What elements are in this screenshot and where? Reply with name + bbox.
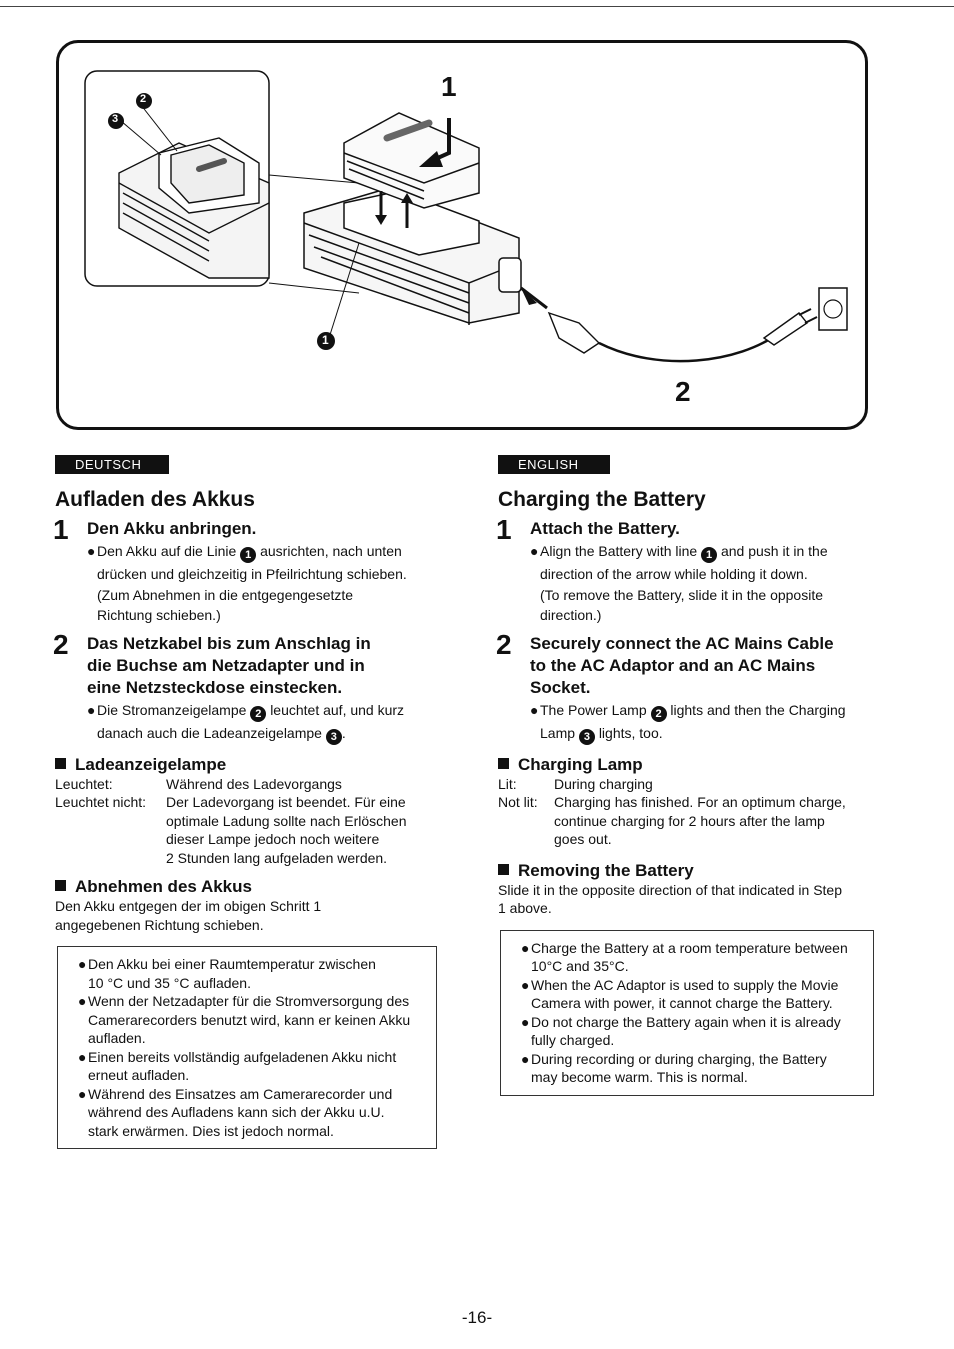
remove-line: Den Akku entgegen der im obigen Schritt 1 (55, 898, 322, 914)
step-number: 2 (53, 628, 69, 660)
step-bullet: ● Den Akku auf die Linie 1 ausrichten, nach unten (87, 543, 402, 561)
step-bullet: ● Align the Battery with line 1 and push it in the (530, 543, 828, 561)
lamp-notlit-row: Leuchtet nicht: Der Ladevorgang ist beendet. Für eine optimale Ladung sollte nach Erlöschen dieser Lampe jedoch noch weitere 2 Stunden lang aufgeladen werden. (55, 794, 407, 866)
note-line: may become warm. This is normal. (531, 1069, 748, 1085)
wall-socket (819, 288, 847, 330)
step-line: Richtung schieben.) (97, 607, 221, 623)
english-step-1 (496, 514, 878, 625)
note-line: 10 °C und 35 °C aufladen. (88, 974, 251, 991)
step-bullet: ● Die Stromanzeigelampe 2 leuchtet auf, und kurz (87, 701, 405, 720)
note-item: ● Einen bereits vollständig aufgeladenen Akku nicht (78, 1048, 397, 1065)
note-line: während des Aufladens kann sich der Akku u.U. (88, 1104, 385, 1120)
step-line: (To remove the Battery, slide it in the opposite (540, 586, 823, 603)
top-rule (0, 6, 954, 7)
step-title-line: die Buchse am Netzadapter und in (87, 655, 365, 675)
english-lamp-heading: Charging Lamp (498, 755, 878, 775)
english-column (498, 455, 878, 1096)
note-item: ● When the AC Adaptor is used to supply the Movie (521, 976, 839, 993)
step-title-line: Das Netzkabel bis zum Anschlag in (87, 633, 371, 653)
step-line: danach auch die Ladeanzeigelampe 3 . (97, 724, 346, 743)
note-line: fully charged. (531, 1032, 615, 1048)
lamp-notlit-row: Not lit: Charging has finished. For an optimum charge, continue charging for 2 hours after the lamp goes out. (498, 794, 846, 847)
step-title-line: eine Netzsteckdose einstecken. (87, 677, 343, 697)
english-step-2 (496, 628, 878, 745)
note-item: ● Charge the Battery at a room temperature between (521, 939, 848, 956)
step-line: drücken und gleichzeitig in Pfeilrichtung schieben. (97, 566, 407, 582)
charging-illustration (56, 40, 868, 430)
main-charger (304, 188, 521, 325)
step-line: direction.) (540, 607, 602, 623)
step-title: Den Akku anbringen. (87, 519, 257, 538)
lamp-lit-row: Lit: During charging (498, 775, 653, 792)
figure-callout-3: 3 (112, 113, 119, 125)
figure-callout-1: 1 (322, 333, 329, 347)
figure-step-1-label: 1 (441, 71, 457, 102)
step-line: Lamp 3 lights, too. (540, 724, 663, 743)
note-item: ● Wenn der Netzadapter für die Stromversorgung des (78, 993, 410, 1009)
step-line: direction of the arrow while holding it down. (540, 566, 808, 582)
step-title-line: to the AC Adaptor and an AC Mains (530, 655, 816, 675)
step-number: 1 (53, 514, 69, 545)
note-item: ● Do not charge the Battery again when it is already (521, 1013, 841, 1030)
note-line: erneut aufladen. (88, 1067, 190, 1083)
note-item: ● Den Akku bei einer Raumtemperatur zwischen (78, 956, 376, 972)
callout-circle: 3 (579, 729, 595, 745)
remove-line: 1 above. (498, 900, 552, 916)
page-number: -16- (461, 1308, 493, 1327)
remove-line: Slide it in the opposite direction of that indicated in Step (498, 881, 842, 898)
english-notes-box (500, 930, 874, 1096)
note-item: ● During recording or during charging, the Battery (521, 1050, 827, 1067)
german-step-2 (53, 628, 445, 745)
note-item: ● Während des Einsatzes am Camerarecorder und (78, 1085, 393, 1102)
german-lamp-heading: Ladeanzeigelampe (55, 755, 445, 775)
english-heading: Charging the Battery (498, 488, 706, 511)
battery (344, 113, 479, 208)
figure-step-2-label: 2 (675, 376, 691, 407)
remove-line: angegebenen Richtung schieben. (55, 916, 264, 933)
step-number: 1 (496, 514, 512, 545)
figure-callout-2: 2 (140, 93, 147, 105)
lang-tag-deutsch: DEUTSCH (55, 455, 169, 474)
charger-drawing (59, 43, 871, 433)
lamp-lit-row: Leuchtet: Während des Ladevorgangs (55, 775, 342, 792)
note-line: Camera with power, it cannot charge the Battery. (531, 995, 833, 1011)
step-title: Attach the Battery. (530, 519, 680, 538)
callout-circle: 1 (701, 547, 717, 563)
callout-circle: 2 (651, 706, 667, 722)
plug (549, 313, 599, 353)
english-remove-heading: Removing the Battery (498, 861, 878, 881)
callout-circle: 2 (250, 706, 266, 722)
mains-plug (764, 313, 807, 345)
german-column (55, 455, 445, 1149)
german-heading: Aufladen des Akkus (55, 488, 255, 511)
step-line: (Zum Abnehmen in die entgegengesetzte (97, 586, 354, 603)
note-line: stark erwärmen. Dies ist jedoch normal. (88, 1122, 334, 1139)
note-line: Camerarecorders benutzt wird, kann er keinen Akku (88, 1011, 411, 1028)
german-notes-box (57, 946, 437, 1149)
step-number: 2 (496, 628, 512, 660)
lang-tag-english: ENGLISH (498, 455, 610, 474)
callout-circle: 3 (326, 729, 342, 745)
callout-circle: 1 (240, 547, 256, 563)
german-step-1 (53, 514, 445, 625)
note-line: aufladen. (88, 1030, 146, 1046)
step-title-line: Securely connect the AC Mains Cable (530, 633, 834, 653)
note-line: 10°C and 35°C. (531, 958, 629, 974)
step-bullet: ● The Power Lamp 2 lights and then the Charging (530, 701, 846, 720)
german-remove-heading: Abnehmen des Akkus (55, 877, 445, 897)
cable (599, 333, 779, 361)
step-title-line: Socket. (530, 677, 591, 697)
